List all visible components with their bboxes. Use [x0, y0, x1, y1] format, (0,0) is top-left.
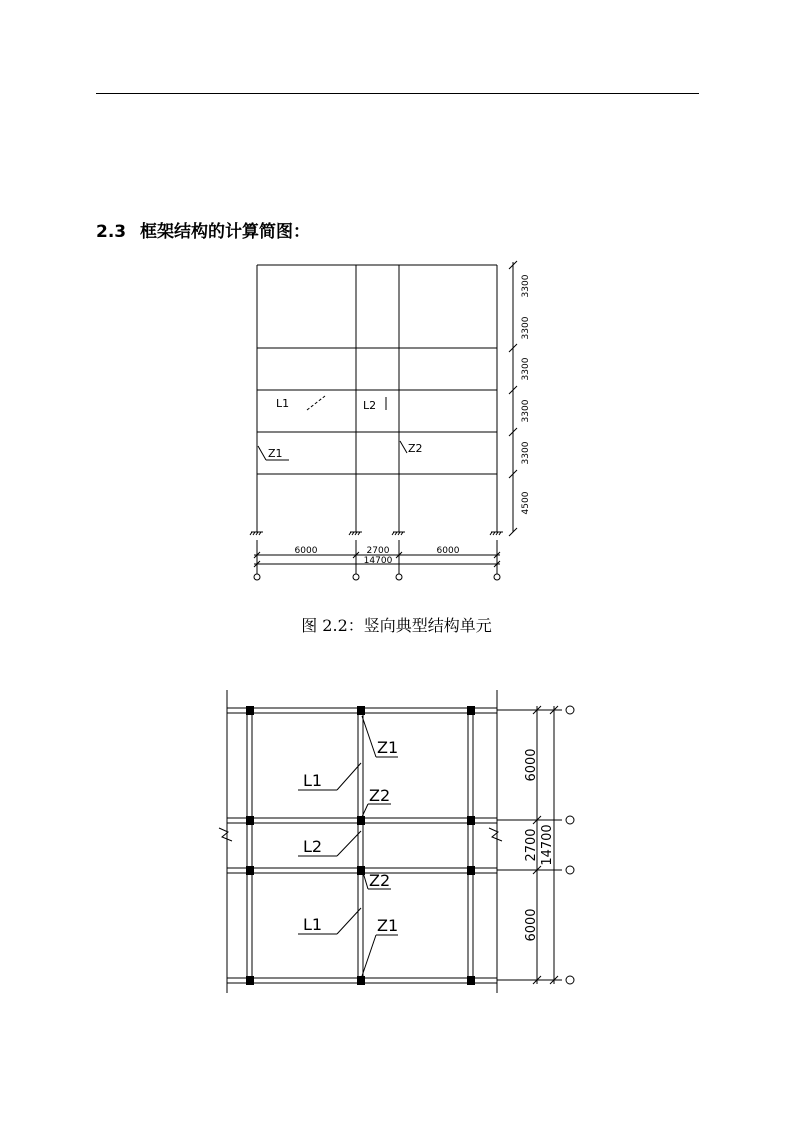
- plan-label-l2-mid: L2: [303, 837, 323, 856]
- plan-axis-bubble: [566, 976, 574, 984]
- elevation-axis-bubble: [353, 574, 359, 580]
- plan-label-z2-mid1: Z2: [369, 786, 391, 805]
- elevation-height-dim: 3300: [521, 316, 531, 340]
- plan-label-l1-top: L1: [303, 771, 323, 790]
- plan-figure: [219, 690, 574, 993]
- elevation-figure: [250, 261, 517, 580]
- elevation-height-dim: 3300: [521, 357, 531, 381]
- elevation-span-dim: 6000: [436, 546, 460, 556]
- plan-break-mark-left: [219, 828, 232, 841]
- elevation-span-dim: 6000: [294, 546, 318, 556]
- elevation-l1-leader: [307, 396, 325, 410]
- elevation-label-l2: L2: [363, 399, 377, 412]
- elevation-label-z1: Z1: [268, 447, 283, 460]
- plan-label-l1-bottom: L1: [303, 915, 323, 934]
- section-number: 2.3: [96, 222, 127, 242]
- plan-label-z2-mid2: Z2: [369, 871, 391, 890]
- elevation-label-z2: Z2: [408, 442, 423, 455]
- plan-label-z1-top: Z1: [377, 738, 399, 757]
- section-title: 框架结构的计算简图：: [140, 222, 310, 242]
- elevation-label-l1: L1: [276, 397, 290, 410]
- plan-axis-bubble: [566, 816, 574, 824]
- elevation-z2-leader: [400, 441, 407, 453]
- elevation-supports: [250, 532, 503, 535]
- plan-span-dim: 6000: [524, 748, 539, 782]
- plan-columns: [246, 706, 475, 985]
- elevation-height-dim: 3300: [521, 399, 531, 423]
- elevation-span-dim: 2700: [366, 546, 390, 556]
- elevation-axis-bubble: [494, 574, 500, 580]
- plan-break-mark-right: [489, 828, 502, 841]
- plan-span-dim: 2700: [524, 828, 539, 862]
- elevation-height-dim: 4500: [521, 491, 531, 515]
- plan-axis-bubble: [566, 866, 574, 874]
- plan-total-dim: 14700: [540, 824, 555, 866]
- elevation-height-dim: 3300: [521, 441, 531, 465]
- plan-span-dim: 6000: [524, 908, 539, 942]
- plan-beams-horizontal: [227, 708, 497, 983]
- elevation-z1-leader: [258, 446, 266, 460]
- figure-caption: 图 2.2：竖向典型结构单元: [301, 616, 492, 635]
- plan-axis-bubble: [566, 706, 574, 714]
- elevation-total-dim: 14700: [363, 556, 393, 566]
- elevation-height-dim: 3300: [521, 274, 531, 298]
- plan-label-z1-bottom: Z1: [377, 916, 399, 935]
- elevation-axis-bubble: [254, 574, 260, 580]
- plan-beams-vertical: [247, 710, 473, 981]
- elevation-axis-bubble: [396, 574, 402, 580]
